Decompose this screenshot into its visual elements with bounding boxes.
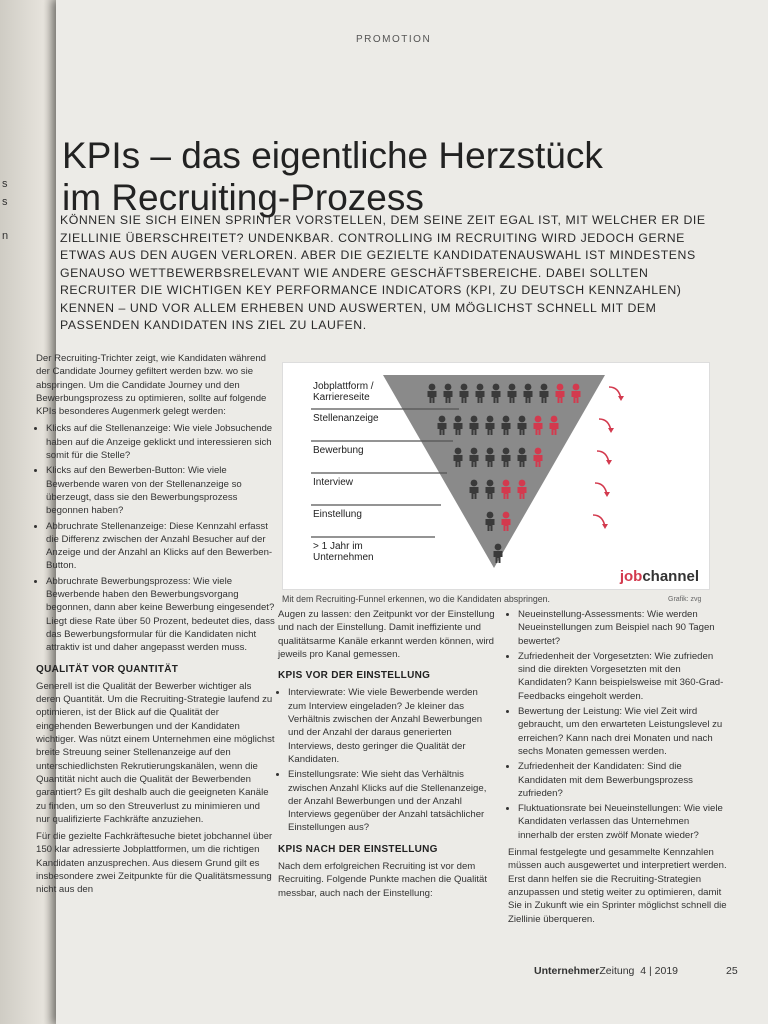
body-paragraph: Einmal festgelegte und gesammelte Kennzahlen müssen auch ausgewertet und interpretiert werden. Erst dann helfen sie die Recruiting-Strategien anzupassen und stetig weiter zu optimieren, damit Sie in Zukunft wie ein Sprinter möglichst schnell die Ziellinie überqueren. xyxy=(508,847,727,925)
funnel-stage-label: Stellenanzeige xyxy=(313,413,379,424)
body-paragraph: Für die gezielte Fachkräftesuche bietet jobchannel über 150 klar adressierte Jobplattformen, um die richtigen Kandidaten anzusprechen. Aus diesem Grund gilt es insbesondere zwei Zeitpunkte für die Qualitätsmessung nicht aus den xyxy=(36,831,273,896)
figure-caption: Mit dem Recruiting-Funnel erkennen, wo die Kandidaten abspringen. xyxy=(282,594,550,604)
list-item: • Zufriedenheit der Kandidaten: Sind die Kandidaten mit dem Bewerbungsprozess zufrieden? xyxy=(518,760,728,800)
section-heading: QUALITÄT VOR QUANTITÄT xyxy=(36,663,179,675)
column-2 xyxy=(278,608,498,904)
column-3 xyxy=(508,608,728,930)
publication-footer xyxy=(534,965,678,977)
page-number: 25 xyxy=(726,965,738,977)
facing-page-fragment: s xyxy=(2,196,8,208)
dropout-arrowhead xyxy=(604,492,610,497)
dropout-arrowhead xyxy=(608,428,614,433)
dropout-arrowhead xyxy=(602,524,608,529)
list-item: • Abbruchrate Stellenanzeige: Diese Kennzahl erfasst die Differenz zwischen der Anzahl Besucher auf der Anzeige und der Anzahl an Klicks auf den Bewerben-Button. xyxy=(46,520,276,573)
list-item: • Klicks auf den Bewerben-Button: Wie viele Bewerbende waren von der Stellenanzeige so überzeugt, dass sie den Bewerbungsprozess begonnen haben? xyxy=(46,464,276,517)
column-1 xyxy=(36,352,276,901)
list-item: • Fluktuationsrate bei Neueinstellungen: Wie viele Kandidaten verlassen das Unternehmen innerhalb der ersten zwölf Monate wieder? xyxy=(518,802,728,842)
funnel-stage-label: Bewerbung xyxy=(313,445,364,456)
title-line: KPIs – das eigentliche Herzstück xyxy=(62,134,603,176)
magazine-page xyxy=(36,0,768,1024)
section-heading: KPIS VOR DER EINSTELLUNG xyxy=(278,670,431,682)
section-label: PROMOTION xyxy=(356,34,432,45)
kpi-list xyxy=(508,608,728,842)
recruiting-funnel-graphic xyxy=(282,362,710,590)
section-heading: KPIS NACH DER EINSTELLUNG xyxy=(278,843,438,855)
figure-credit: Grafik: zvg xyxy=(668,596,702,603)
list-item: • Zufriedenheit der Vorgesetzten: Wie zufrieden sind die direkten Vorgesetzten mit den Kandidaten? Kann beispielsweise mit 360-Grad-Feedbacks eingeholt werden. xyxy=(518,650,728,703)
issue-number: 4 | 2019 xyxy=(640,965,678,977)
publication-name-b: Zeitung xyxy=(599,965,635,977)
article-lead: KÖNNEN SIE SICH EINEN SPRINTER VORSTELLEN, DEM SEINE ZEIT EGAL IST, MIT WELCHER ER DIE ZIELLINIE ÜBERSCHREITET? UNDENKBAR. CONTROLLING IM RECRUITING WIRD JEDOCH GERNE ETWAS AUS DEN AUGEN VERLOREN. ABER DIE GEZIELTE KANDIDATENAUSWAHL IST MINDESTENS GENAUSO WETTBEWERBSRELEVANT WIE ANDERE GESCHÄFTSBEREICHE. DABEI SOLLTEN RECRUITER DIE WICHTIGEN KEY PERFORMANCE INDICATORS (KPI, ZU DEUTSCH KENNZAHLEN) KENNEN – UND VOR ALLEM ERHEBEN UND AUSWERTEN, UM MÖGLICHST SCHNELL MIT DEM PASSENDEN KANDIDATEN INS ZIEL ZU LAUFEN. xyxy=(60,213,706,332)
list-item: • Klicks auf die Stellenanzeige: Wie viele Jobsuchende haben auf die Anzeige geklickt und interessieren sich somit für die Stelle? xyxy=(46,422,276,462)
dropout-arrowhead xyxy=(606,460,612,465)
kpi-list xyxy=(278,686,498,834)
dropout-arrowhead xyxy=(618,396,624,401)
logo-channel-text: channel xyxy=(642,568,699,585)
list-item: • Einstellungsrate: Wie sieht das Verhältnis zwischen Anzahl Klicks auf die Stellenanzeige, der Anzahl Bewerbungen und der Anzahl Interviews gegenüber der Anzahl tatsächlicher Einstellungen aus? xyxy=(288,768,498,834)
funnel-shape xyxy=(383,375,605,568)
body-paragraph: Nach dem erfolgreichen Recruiting ist vor dem Recruiting. Folgende Punkte machen die Qualität messbar, auch nach der Einstellung: xyxy=(278,861,488,899)
article-title xyxy=(62,135,662,219)
publication-name-a: Unternehmer xyxy=(534,965,600,977)
funnel-stage-label: Einstellung xyxy=(313,509,362,520)
logo-job-text: job xyxy=(619,568,643,585)
body-paragraph: Generell ist die Qualität der Bewerber wichtiger als deren Quantität. Um die Recruiting-Strategie laufend zu optimieren, ist der Blick auf die Qualität der eingehenden Bewerbungen und der Kandidaten wichtiger. Was nützt einem Unternehmen eine möglichst breite Streuung seiner Stellenanzeige auf den unterschiedlichsten Rekrutierungskanälen, wenn die Quantität nicht auch die Qualität der Bewerbenden garantiert? Es gilt deshalb auch die geeigneten Kanäle zu finden, um so den Streuverlust zu minimieren und nur qualifizierte Fachkräfte anzuziehen. xyxy=(36,680,275,825)
list-item: • Interviewrate: Wie viele Bewerbende werden zum Interview eingeladen? Je kleiner das Verhältnis zwischen der Anzahl Bewerbungen und der Anzahl der daraus generierten Interviews, desto geringer die Qualität der Kandidaten. xyxy=(288,686,498,766)
intro-paragraph: Der Recruiting-Trichter zeigt, wie Kandidaten während der Candidate Journey gefiltert werden bzw. wo sie abspringen. Um die Candidate Journey und den Bewerbungsprozess zu optimieren, sollte auf folgende KPIs besonderes Augenmerk gelegt werden: xyxy=(36,353,267,418)
title-line: im Recruiting-Prozess xyxy=(62,176,424,218)
body-paragraph: Augen zu lassen: den Zeitpunkt vor der Einstellung und nach der Einstellung. Damit ineffiziente und qualitätsarme Kanäle erkannt werden können, wird jeweils pro Kanal gemessen. xyxy=(278,609,495,660)
list-item: • Abbruchrate Bewerbungsprozess: Wie viele Bewerbende haben den Bewerbungsvorgang begonnen, dann aber keine Bewerbung eingesendet? Liegt diese Rate über 50 Prozent, bedeutet dies, dass das Bewerbungsformular für die Kandidaten nicht attraktiv ist und daher angepasst werden muss. xyxy=(46,575,276,655)
funnel-stage-label: Interview xyxy=(313,477,354,488)
kpi-list xyxy=(36,422,276,654)
facing-page-fragment: s xyxy=(2,178,8,190)
jobchannel-logo xyxy=(620,568,699,585)
facing-page-fragment: n xyxy=(2,230,9,242)
funnel-stage-label: > 1 Jahr im Unternehmen xyxy=(313,541,374,563)
list-item: • Bewertung der Leistung: Wie viel Zeit wird gebraucht, um den erwarteten Leistungslevel zu erreichen? Kann nach drei Monaten und nach sechs Monaten gemessen werden. xyxy=(518,705,728,758)
list-item: • Neueinstellung-Assessments: Wie werden Neueinstellungen zum Beispiel nach 90 Tagen bewertet? xyxy=(518,608,728,648)
funnel-stage-label: Jobplattform / Karriereseite xyxy=(313,381,374,403)
